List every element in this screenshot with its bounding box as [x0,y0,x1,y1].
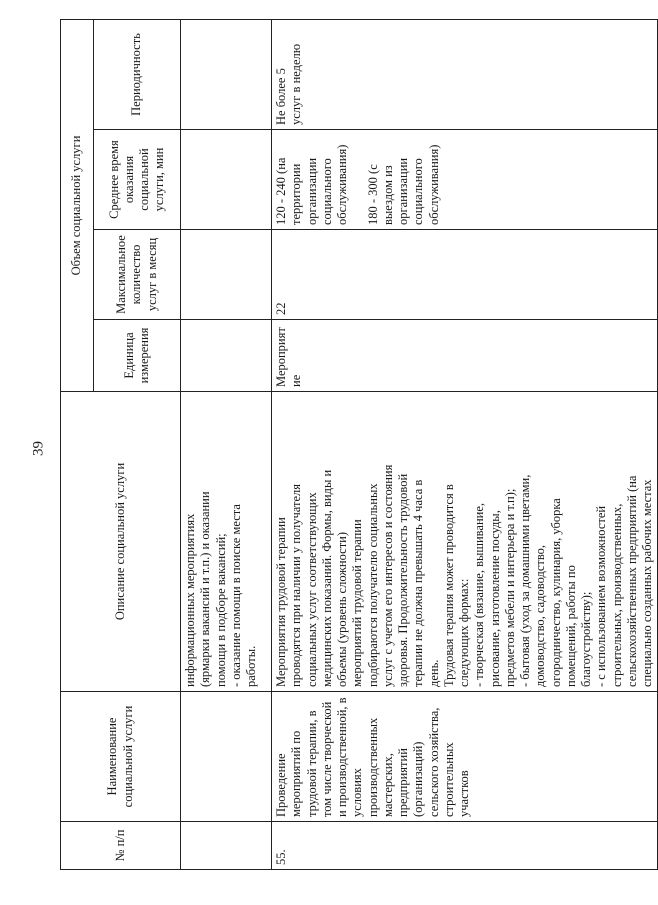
desc-line: домоводство, садоводство, [533,544,548,687]
desc-line: рисование, изготовление посуды, [487,510,502,687]
cell-name [181,692,272,822]
time-line: обслуживания) [426,144,441,225]
desc-line: следующих формах: [457,578,471,687]
desc-line: - бытовая (уход за домашними цветами, [518,474,532,687]
name-line: условиях [350,768,365,817]
desc-line: специально созданных рабочих местах [640,479,654,687]
desc-line: здоровья. Продолжительность трудовой [396,473,410,687]
cell-time [272,130,658,230]
time-line: выездом из [380,165,395,225]
unit-line: Мероприят [274,327,288,387]
period-line: услуг в неделю [289,43,304,125]
desc-line: - оказание помощи в поиске места [228,504,243,687]
desc-line: помещений, работы по [563,565,578,687]
time-line: социального [319,158,334,225]
desc-line: - творческая (вязание, вышивание, [472,502,487,687]
desc-line: подбираются получателю социальных [365,483,380,687]
header-volume-group: Объем социальной услуги [61,19,94,391]
name-line: Проведение [274,753,288,817]
cell-desc [181,392,272,692]
table-row-continuation [181,19,272,869]
header-max: Максимальное количество услуг в месяц [94,230,181,320]
desc-line: сельскохозяйственных предприятий (на [624,475,639,687]
header-name: Наименование социальной услуги [61,692,181,822]
header-num: № п/п [61,822,181,870]
desc-line: медицинских показаний. Формы, виды и [319,469,334,687]
time-line: обслуживания) [335,144,349,225]
cell-num [181,822,272,870]
time-line: организации [396,157,410,225]
desc-line: огородничество, кулинария, уборка [548,498,563,687]
name-line: трудовой терапии, в [304,710,319,817]
cell-period [272,19,658,129]
desc-line: день. [426,659,441,687]
period-line: Не более 5 [274,68,288,125]
desc-line: помощи в подборе вакансий; [213,533,228,687]
desc-line: строительных, производственных, [609,503,624,687]
services-table [60,19,658,870]
page-number: 39 [30,441,47,456]
time-line: социального [411,158,426,225]
desc-line: - с использованием возможностей [594,505,609,687]
name-line: участков [457,770,471,817]
desc-line: работы. [244,645,258,687]
time-line: территории [289,163,304,225]
document-page [60,20,654,870]
name-line: мастерских, [380,753,395,817]
header-time: Среднее время оказания социальной услуги, мин [94,130,181,230]
time-line: 120 - 240 (на [274,157,288,225]
cell-period [181,19,272,129]
desc-line: предметов мебели и интерьера и т.п); [502,488,517,687]
desc-line: благоустройству); [579,591,593,687]
desc-line: терапии не должна превышать 4 часа в [411,479,426,687]
name-line: строительных [441,742,456,817]
desc-line: информационных мероприятиях [183,513,197,687]
name-line: предприятий [396,748,410,817]
desc-line: объемы (уровень сложности) [335,531,349,687]
cell-name [272,692,658,822]
cell-max [181,230,272,320]
time-line [350,134,365,225]
time-line: организации [304,157,319,225]
name-line: производственных [365,717,380,817]
header-period: Периодичность [94,19,181,129]
cell-num: 55. [272,822,658,870]
header-desc: Описание социальной услуги [61,392,181,692]
cell-desc [272,392,658,692]
name-line: сельского хозяйства, [426,707,441,817]
name-line: и производственной, в [335,697,349,817]
header-unit: Единица измерения [94,320,181,392]
desc-line: Мероприятия трудовой терапии [274,517,288,687]
cell-unit [181,320,272,392]
desc-line: услуг с учетом его интересов и состояния [380,464,395,687]
unit-line: ие [289,374,304,387]
desc-line: (ярмарки вакансий и т.п.) и оказании [198,491,213,687]
time-line: 180 - 300 (с [365,164,380,225]
name-line: (организаций) [411,741,426,817]
desc-line: мероприятий трудовой терапии [350,519,365,687]
cell-max: 22 [272,230,658,320]
desc-line: Трудовая терапия может проводится в [441,484,456,687]
cell-time [181,130,272,230]
table-row-55 [272,19,658,869]
name-line: мероприятий по [289,730,304,817]
desc-line: социальных услуг соответствующих [304,492,319,687]
desc-line: проводятся при наличии у получателя [289,483,304,687]
name-line: том числе творческой [319,701,334,817]
cell-unit [272,320,658,392]
